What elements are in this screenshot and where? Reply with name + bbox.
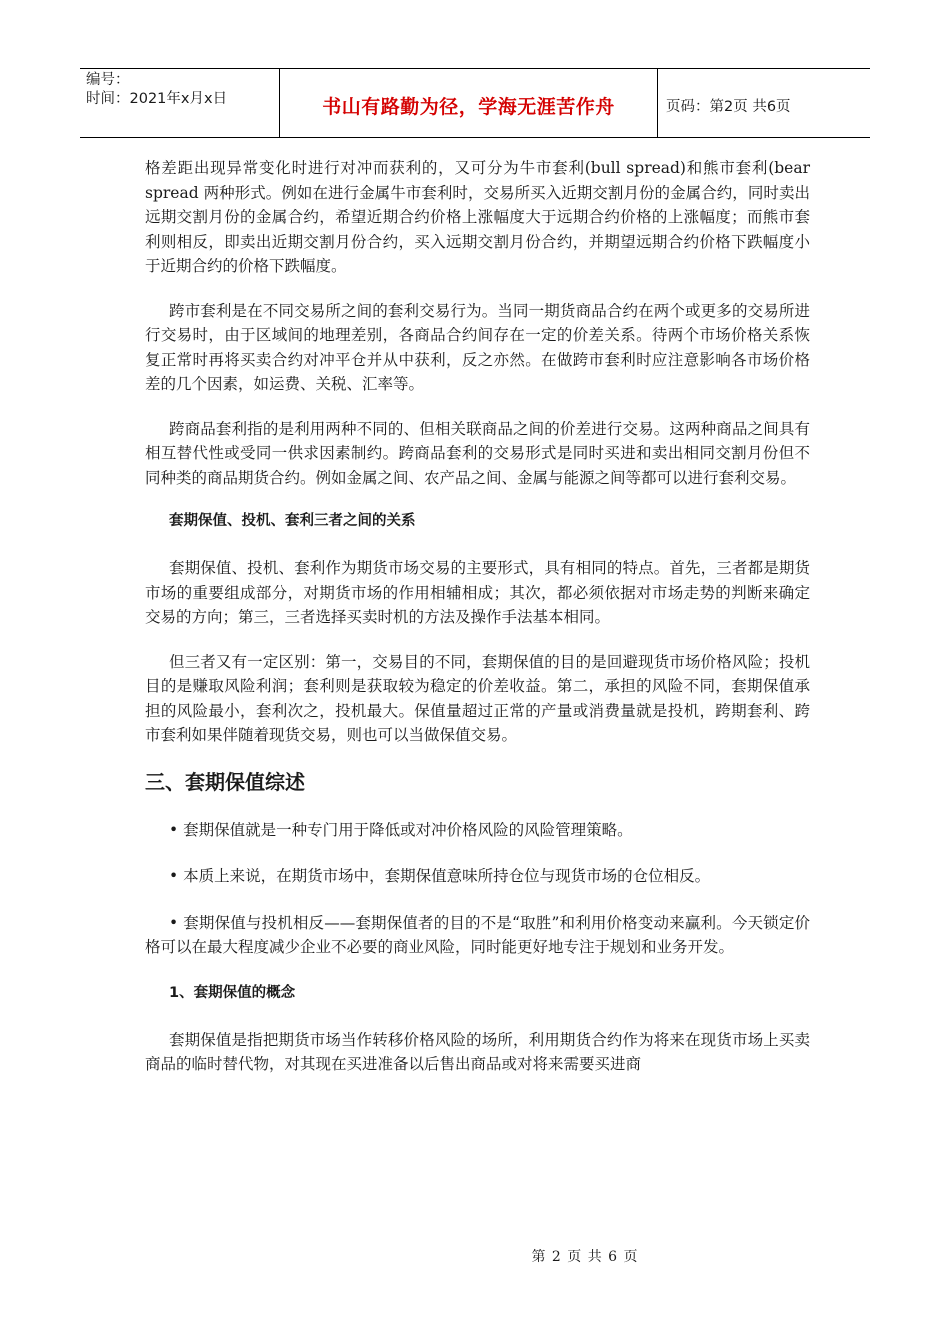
bullet-item [145, 911, 810, 960]
doc-number-label: 编号： [86, 72, 130, 88]
doc-time-label: 时间：2021年x月x日 [86, 91, 228, 107]
header-page-label: 页码：第2页 共6页 [666, 98, 791, 115]
bullet-text: 套期保值与投机相反——套期保值者的目的不是“取胜”和利用价格变动来赢利。今天锁定价格可以在最大程度减少企业不必要的商业风险，同时能更好地专注于规划和业务开发。 [145, 913, 810, 956]
page-header [80, 68, 870, 138]
header-meta [80, 69, 280, 137]
bullet-icon: • [169, 913, 179, 932]
bullet-icon: • [169, 820, 179, 839]
paragraph-inter-commodity-arbitrage: 跨商品套利指的是利用两种不同的、但相关联商品之间的价差进行交易。这两种商品之间具有相互替代性或受同一供求因素制约。跨商品套利的交易形式是同时买进和卖出相同交割月份但不同种类的商品期货合约。例如金属之间、农产品之间、金属与能源之间等都可以进行套利交易。 [145, 419, 810, 487]
paragraph-bull-bear-spread: 格差距出现异常变化时进行对冲而获利的，又可分为牛市套利(bull spread)和熊市套利(bear spread 两种形式。例如在进行金属牛市套利时，交易所买入近期交割月份的金属合约，同时卖出远期交割月份的金属合约，希望近期合约价格上涨幅度大于远期合约价格的上涨幅度；而熊市套利则相反，即卖出近期交割月份合约，买入远期交割月份合约，并期望远期合约价格下跌幅度小于近期合约的价格下跌幅度。 [145, 159, 810, 275]
paragraph-similarities: 套期保值、投机、套利作为期货市场交易的主要形式，具有相同的特点。首先，三者都是期货市场的重要组成部分，对期货市场的作用相辅相成；其次，都必须依据对市场走势的判断来确定交易的方向；第三，三者选择买卖时机的方法及操作手法基本相同。 [145, 559, 810, 626]
bullet-icon: • [169, 867, 179, 885]
section-subheading-concept: 1、套期保值的概念 [169, 984, 296, 1001]
document-body [145, 156, 810, 1097]
bullet-item [145, 864, 810, 889]
section-subheading-relationship: 套期保值、投机、套利三者之间的关系 [169, 513, 416, 529]
bullet-text: 本质上来说，在期货市场中，套期保值意味所持仓位与现货市场的仓位相反。 [183, 867, 711, 885]
footer-page-number: 第 2 页 共 6 页 [531, 1249, 639, 1265]
paragraph-differences: 但三者又有一定区别：第一，交易目的不同，套期保值的目的是回避现货市场价格风险；投机目的是赚取风险利润；套利则是获取较为稳定的价差收益。第二，承担的风险不同，套期保值承担的风险最小，套利次之，投机最大。保值量超过正常的产量或消费量就是投机，跨期套利、跨市套利如果伴随着现货交易，则也可以当做保值交易。 [145, 652, 810, 744]
bullet-text: 套期保值就是一种专门用于降低或对冲价格风险的风险管理策略。 [183, 820, 633, 839]
paragraph-inter-market-arbitrage: 跨市套利是在不同交易所之间的套利交易行为。当同一期货商品合约在两个或更多的交易所进行交易时，由于区域间的地理差别，各商品合约间存在一定的价差关系。待两个市场价格关系恢复正常时再将买卖合约对冲平仓并从中获利，反之亦然。在做跨市套利时应注意影响各市场价格差的几个因素，如运费、关税、汇率等。 [145, 301, 810, 393]
section-heading-hedging-overview: 三、套期保值综述 [145, 769, 305, 794]
bullet-item [145, 818, 810, 843]
header-motto: 书山有路勤为径，学海无涯苦作舟 [280, 69, 658, 137]
paragraph-hedging-concept: 套期保值是指把期货市场当作转移价格风险的场所，利用期货合约作为将来在现货市场上买卖商品的临时替代物，对其现在买进准备以后售出商品或对将来需要买进商 [145, 1030, 810, 1073]
page-footer [0, 1246, 950, 1266]
